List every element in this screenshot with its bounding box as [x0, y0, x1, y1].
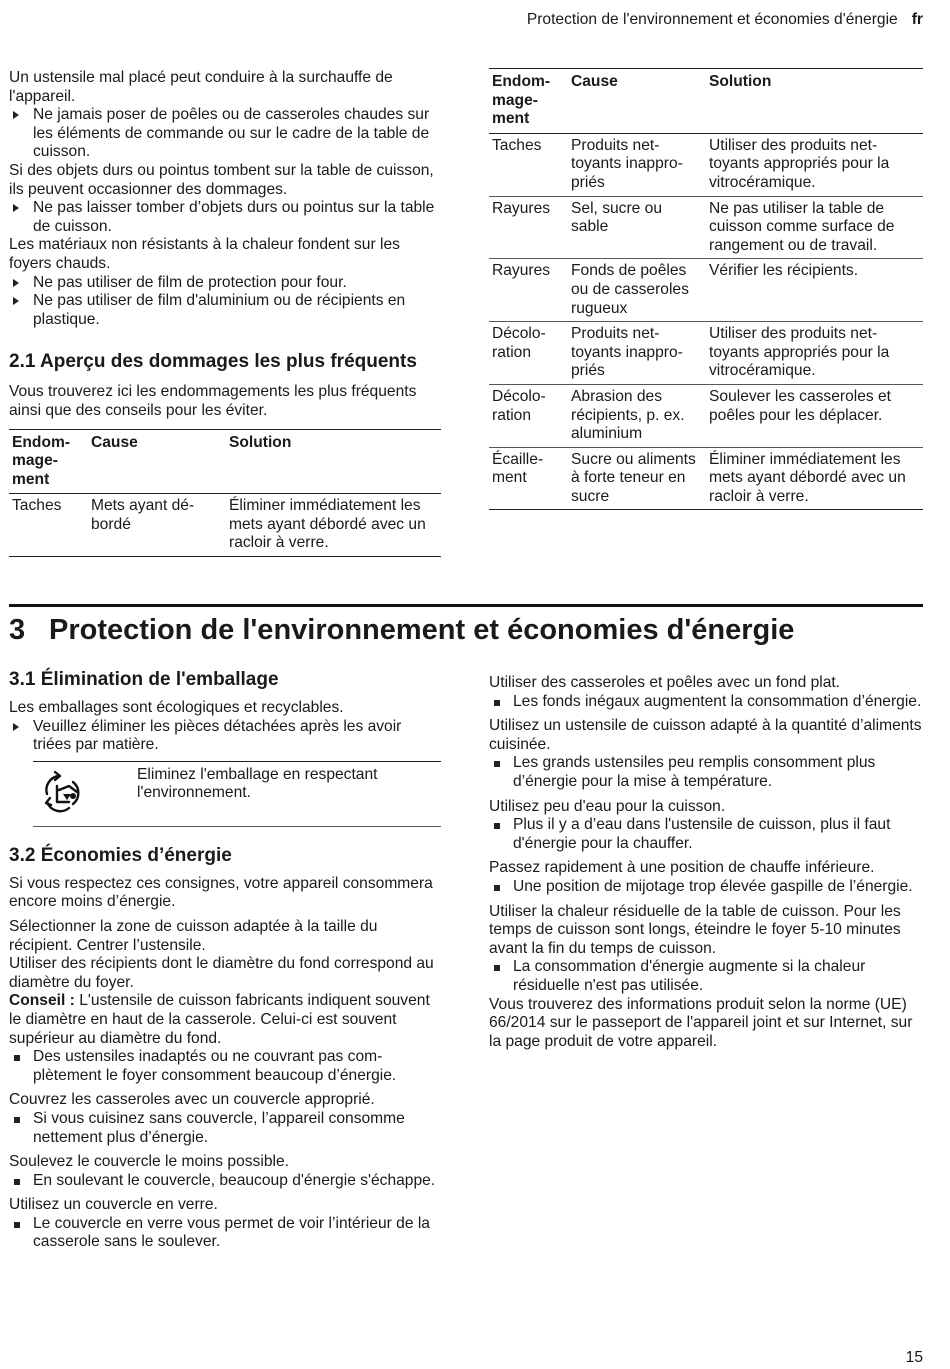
tip-label: Conseil : — [9, 992, 75, 1010]
cell-cause: Abrasion des récipients, p. ex. aluminium — [571, 387, 685, 443]
table-row — [489, 259, 923, 322]
paragraph: Utilisez peu d'eau pour la cuisson. — [489, 797, 726, 815]
table-row — [489, 384, 923, 447]
bullet-item: La consommation d'énergie augmente si la chaleur résiduelle n'est pas utilisée. — [489, 958, 923, 995]
bullet-item: Si vous cuisinez sans couvercle, l’appareil consomme nettement plus d’énergie. — [9, 1110, 441, 1147]
chapter-rule — [9, 604, 923, 607]
paragraph: Utiliser des casseroles et poêles avec un fond plat. — [489, 674, 841, 691]
section-2-1-intro: Vous trouverez ici les endommagements les plus fréquents ainsi que des conseils pour les éviter. — [9, 383, 417, 419]
right-bottom-column — [489, 674, 923, 1051]
bullet-item: Le couvercle en verre vous permet de voir l’intérieur de la casserole sans le soulever. — [9, 1215, 441, 1252]
cell-damage: Décoloration — [492, 387, 546, 424]
cell-cause: Sel, sucre ou sable — [571, 199, 663, 236]
column-header-cause: Cause — [571, 73, 618, 90]
header-language: fr — [911, 11, 923, 28]
section-3-1-title: 3.1 Élimination de l'emballage — [9, 669, 279, 690]
bullet-item: Des ustensiles inadaptés ou ne couvrant pas complètement le foyer consomment beaucoup d’énergie. — [9, 1048, 441, 1085]
paragraph: Si des objets durs ou pointus tombent sur la table de cuisson, ils peuvent occasionner des dommages. — [9, 161, 434, 198]
cell-solution: Éliminer immédiatement les mets ayant débordé avec un racloir à verre. — [229, 497, 426, 552]
paragraph: Les emballages sont écologiques et recyclables. — [9, 699, 344, 716]
cell-damage: Rayures — [492, 199, 551, 217]
table-row — [489, 322, 923, 385]
instruction-item: Ne jamais poser de poêles ou de casseroles chaudes sur les éléments de commande ou sur le cadre de la table de cuisson. — [9, 106, 441, 162]
paragraph: Sélectionner la zone de cuisson adaptée à la taille du récipient. Centrer l’ustensile. — [9, 917, 378, 954]
page-number: 15 — [905, 1349, 923, 1366]
bullet-item: En soulevant le couvercle, beaucoup d'énergie s'échappe. — [9, 1172, 441, 1191]
cell-solution: Soulever les casseroles et poêles pour les déplacer. — [709, 387, 892, 424]
table-row — [489, 447, 923, 510]
paragraph: Les matériaux non résistants à la chaleur fondent sur les foyers chauds. — [9, 236, 400, 272]
column-header-solution: Solution — [229, 433, 292, 451]
table-row — [489, 133, 923, 196]
damage-table-right — [489, 68, 923, 510]
paragraph: Soulevez le couvercle le moins possible. — [9, 1153, 289, 1171]
column-header-damage: Endommagement — [492, 73, 551, 128]
column-header-solution: Solution — [709, 73, 772, 90]
table-row — [9, 494, 441, 557]
cell-cause: Produits nettoyants inappropriés — [571, 325, 683, 380]
cell-damage: Écaillement — [492, 450, 544, 487]
disposal-note-text: Eliminez l'emballage en respectant l'environnement. — [137, 765, 378, 802]
chapter-number: 3 — [9, 614, 26, 646]
paragraph: Si vous respectez ces consignes, votre appareil consommera encore moins d’énergie. — [9, 874, 433, 911]
table-header-row — [489, 69, 923, 134]
cell-damage: Taches — [12, 497, 62, 515]
bullet-item: Les grands ustensiles peu remplis consomment plus d’énergie pour la mise à température. — [489, 754, 923, 791]
recycling-disposal-icon — [33, 764, 137, 818]
left-bottom-column — [9, 669, 441, 1252]
tip-paragraph — [9, 992, 441, 1048]
paragraph: Couvrez les casseroles avec un couvercle approprié. — [9, 1091, 375, 1109]
right-top-column — [489, 68, 923, 510]
cell-solution: Utiliser des produits nettoyants appropriés pour la vitrocéramique. — [709, 325, 890, 380]
chapter-3-title — [9, 613, 794, 647]
running-header — [527, 11, 923, 30]
chapter-title-text: Protection de l'environnement et économies d'énergie — [49, 614, 795, 646]
paragraph: Utilisez un couvercle en verre. — [9, 1196, 218, 1214]
paragraph: Un ustensile mal placé peut conduire à la surchauffe de l'appareil. — [9, 69, 393, 105]
damage-table-left — [9, 429, 441, 558]
cell-solution: Ne pas utiliser la table de cuisson comme surface de rangement ou de travail. — [709, 199, 895, 254]
bullet-item: Plus il y a d’eau dans l'ustensile de cuisson, plus il faut d'énergie pour la chauffer. — [489, 816, 923, 853]
paragraph: Passez rapidement à une position de chauffe inférieure. — [489, 859, 875, 877]
tip-text: L'ustensile de cuisson fabricants indiquent souvent le diamètre en haut de la casserole. Celui-ci est souvent supérieur au diamètre du fond. — [9, 992, 430, 1047]
cell-cause: Fonds de poêles ou de casseroles rugueux — [571, 262, 689, 317]
cell-cause: Sucre ou aliments à forte teneur en sucre — [571, 450, 696, 505]
column-header-damage: Endommagement — [12, 433, 71, 488]
instruction-item: Ne pas utiliser de film de protection pour four. — [9, 274, 441, 293]
table-header-row — [9, 429, 441, 494]
paragraph: Utilisez un ustensile de cuisson adapté à la quantité d’aliments cuisinée. — [489, 717, 922, 753]
cell-damage: Décoloration — [492, 325, 546, 361]
instruction-item: Ne pas utiliser de film d'aluminium ou de récipients en plastique. — [9, 292, 441, 329]
cell-solution: Utiliser des produits nettoyants appropriés pour la vitrocéramique. — [709, 136, 890, 191]
left-top-column — [9, 69, 441, 557]
cell-cause: Produits nettoyants inappropriés — [571, 136, 683, 191]
disposal-note — [33, 761, 441, 827]
section-3-2-title: 3.2 Économies d’énergie — [9, 844, 232, 866]
instruction-item: Ne pas laisser tomber d’objets durs ou pointus sur la table de cuisson. — [9, 199, 441, 236]
cell-damage: Rayures — [492, 262, 551, 280]
cell-damage: Taches — [492, 136, 542, 154]
bullet-item: Une position de mijotage trop élevée gaspille de l’énergie. — [489, 878, 923, 897]
cell-solution: Vérifier les récipients. — [709, 262, 859, 280]
instruction-item: Veuillez éliminer les pièces détachées après les avoir triées par matière. — [9, 718, 441, 755]
paragraph: Vous trouverez des informations produit selon la norme (UE) 66/2014 sur le passeport de l'appareil joint et sur Internet, sur la page produit de votre appareil. — [489, 995, 913, 1050]
header-section-title: Protection de l'environnement et économies d'énergie — [526, 11, 898, 28]
paragraph: Utiliser la chaleur résiduelle de la table de cuisson. Pour les temps de cuisson sont longs, éteindre le foyer 5-10 minutes avant la fin du temps de cuisson. — [489, 902, 901, 957]
column-header-cause: Cause — [91, 433, 138, 451]
section-2-1-title: 2.1 Aperçu des dommages les plus fréquents — [9, 351, 417, 373]
cell-solution: Éliminer immédiatement les mets ayant débordé avec un racloir à verre. — [709, 450, 906, 505]
paragraph: Utiliser des récipients dont le diamètre du fond correspond au diamètre du foyer. — [9, 955, 434, 991]
table-row — [489, 196, 923, 259]
bullet-item: Les fonds inégaux augmentent la consommation d’énergie. — [489, 693, 923, 712]
cell-cause: Mets ayant débordé — [91, 497, 195, 533]
